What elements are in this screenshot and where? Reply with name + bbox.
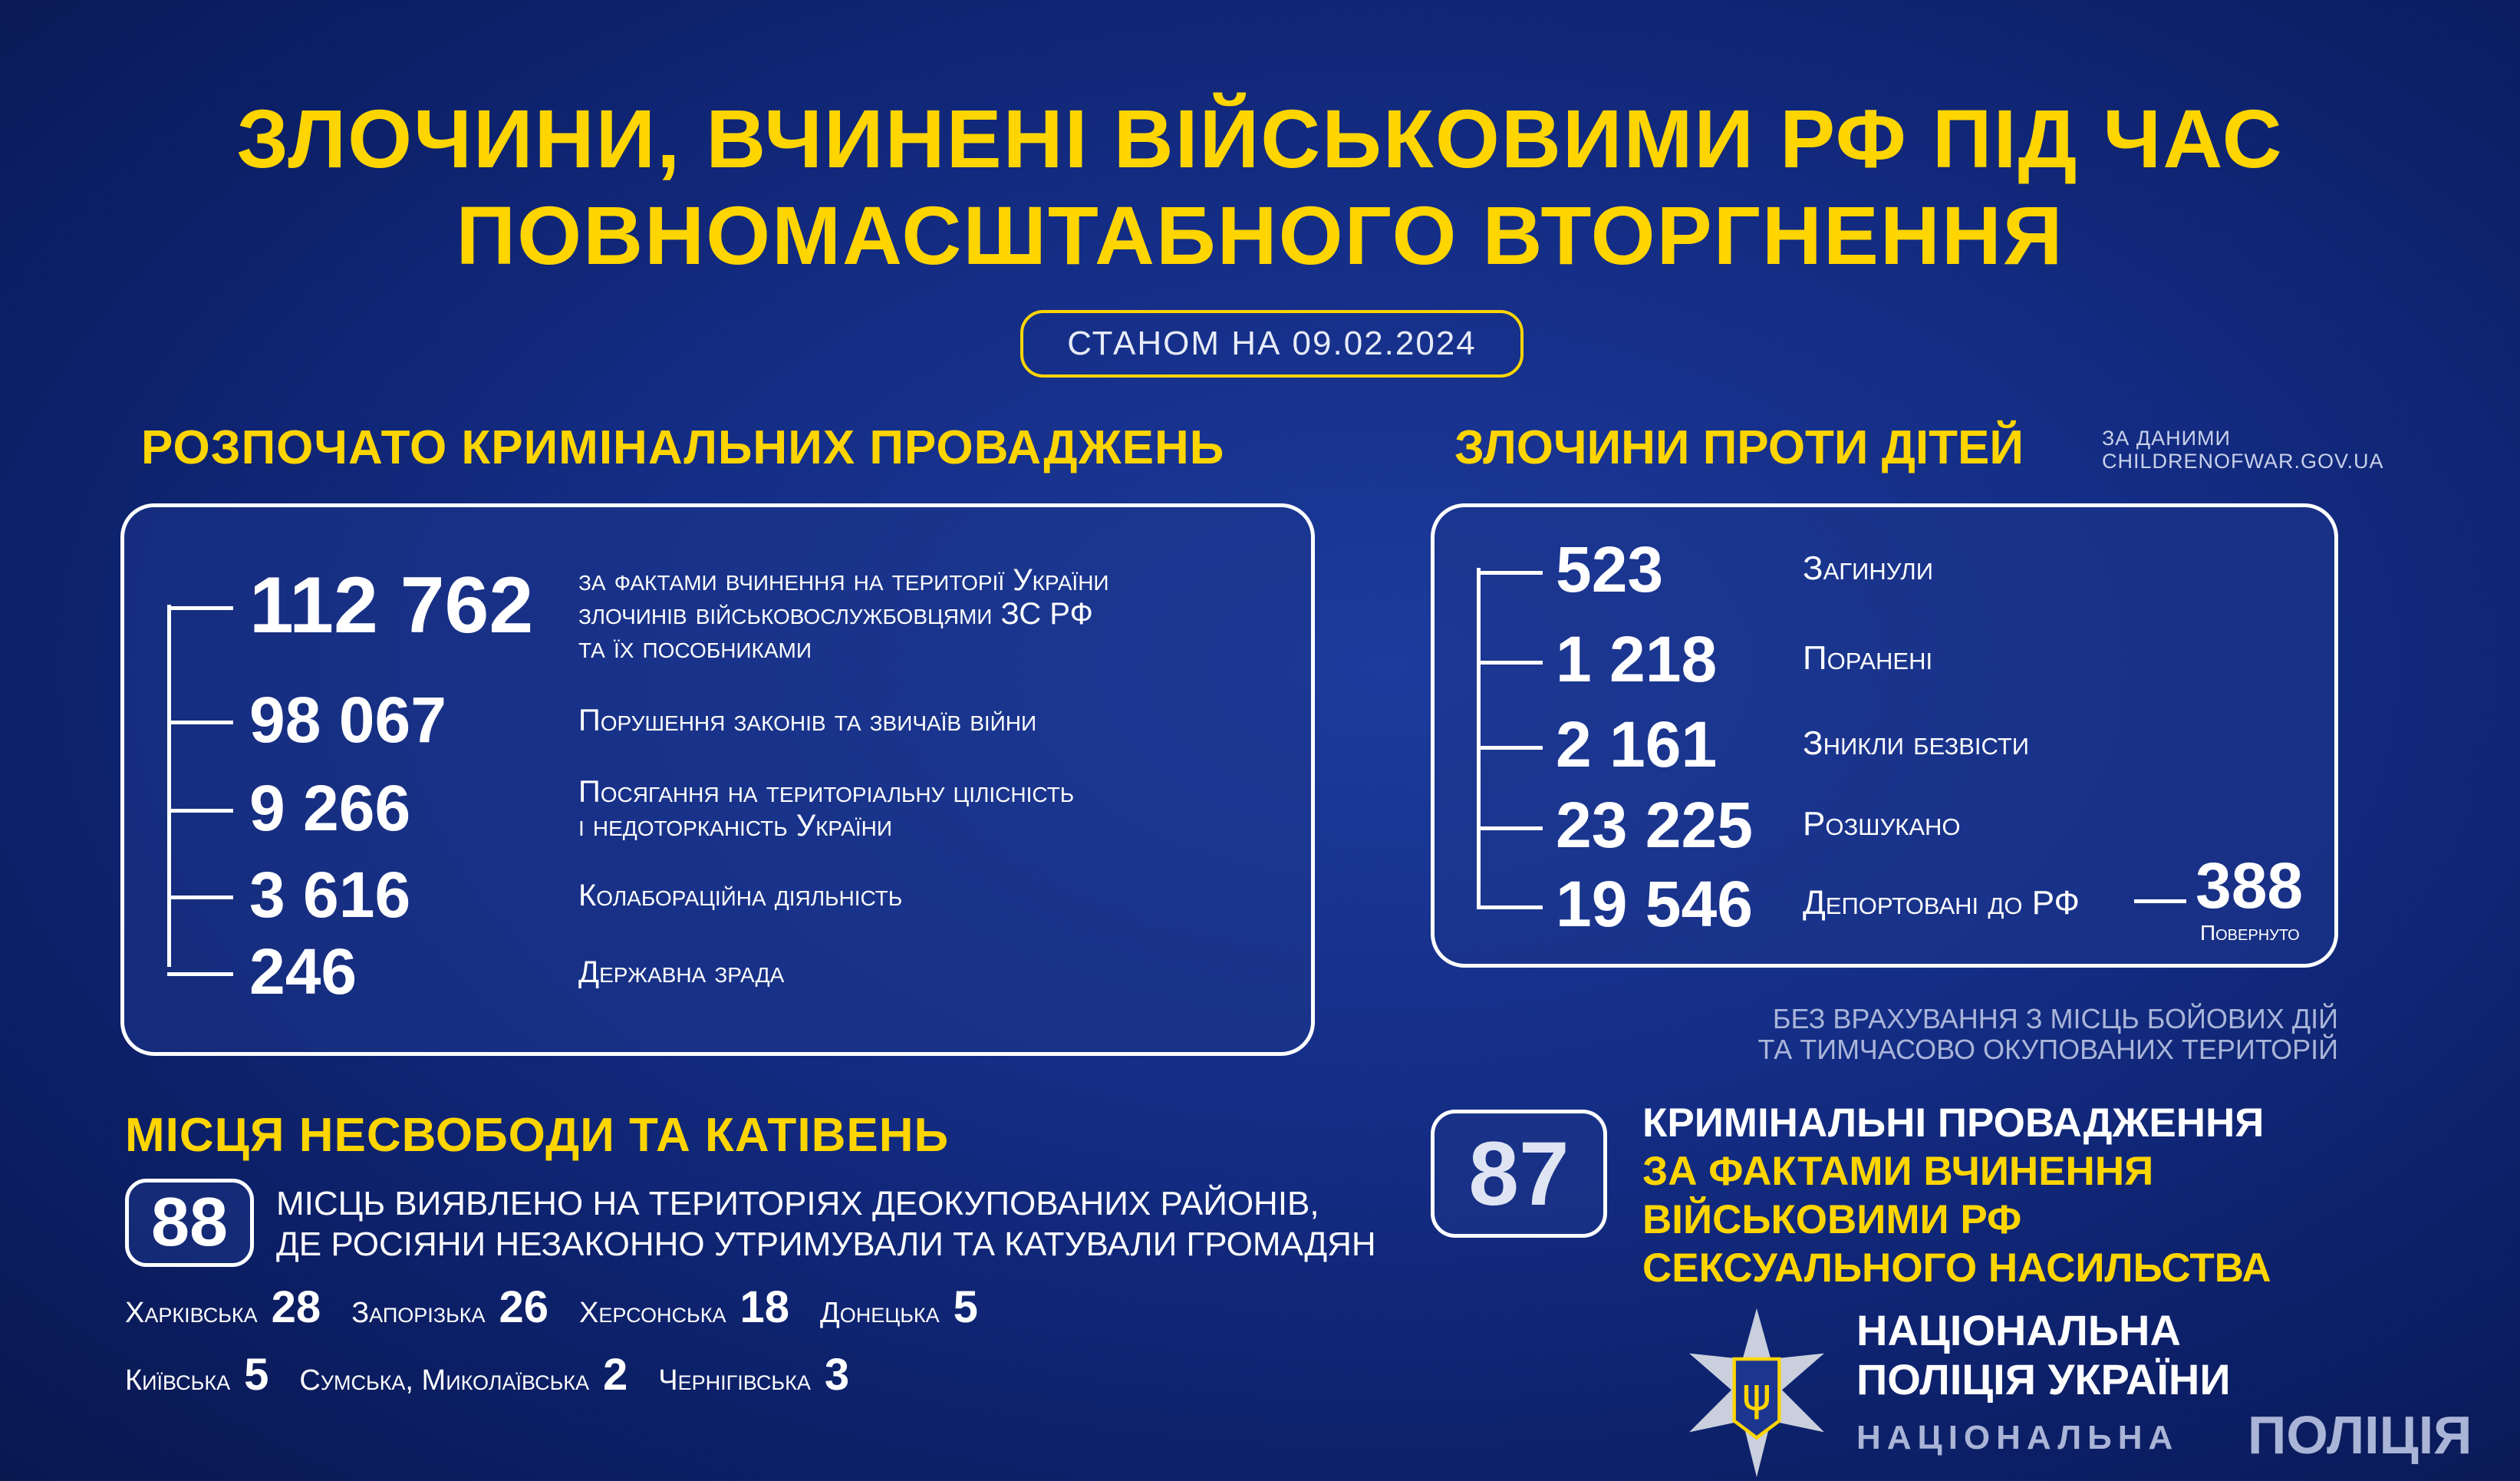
bracket-tick	[1477, 661, 1543, 665]
regions-row	[125, 1349, 880, 1400]
children-value: 1 218	[1556, 623, 1718, 695]
region-count: 18	[740, 1282, 789, 1332]
bracket-tick	[1477, 826, 1543, 830]
bracket-tick	[1477, 746, 1543, 750]
police-logo-text: НАЦІОНАЛЬНА	[1856, 1419, 2179, 1456]
region-count: 28	[271, 1282, 321, 1332]
footnote: БЕЗ ВРАХУВАННЯ З МІСЦЬ БОЙОВИХ ДІЙ ТА ТИМЧАСОВО ОКУПОВАНИХ ТЕРИТОРІЙ	[1757, 1003, 2338, 1065]
criminal-desc: Державна зрада	[578, 955, 785, 989]
bracket-line	[167, 605, 171, 967]
source-note: ЗА ДАНИМИ CHILDRENOFWAR.GOV.UA	[2102, 427, 2384, 473]
police-logo-text: ПОЛІЦІЯ	[2248, 1405, 2472, 1465]
region-count: 5	[953, 1282, 978, 1332]
returned-value: 388	[2196, 849, 2304, 922]
criminal-value: 112 762	[249, 560, 534, 650]
bracket-tick	[1477, 905, 1543, 909]
children-value: 19 546	[1556, 868, 1753, 940]
criminal-value: 98 067	[249, 684, 446, 757]
regions-row	[125, 1281, 1009, 1333]
children-label: Депортовані до РФ	[1803, 884, 2080, 922]
criminal-heading: РОЗПОЧАТО КРИМІНАЛЬНИХ ПРОВАДЖЕНЬ	[141, 421, 1225, 474]
region-name: Харківська	[125, 1297, 258, 1329]
children-value: 523	[1556, 533, 1664, 605]
bracket-tick	[167, 896, 233, 899]
page-title: ЗЛОЧИНИ, ВЧИНЕНІ ВІЙСЬКОВИМИ РФ ПІД ЧАС ПОВНОМАСШТАБНОГО ВТОРГНЕННЯ	[236, 92, 2284, 282]
children-value: 2 161	[1556, 708, 1718, 780]
children-heading: ЗЛОЧИНИ ПРОТИ ДІТЕЙ	[1454, 421, 2024, 474]
places-count: 88	[125, 1179, 254, 1267]
date-badge: СТАНОМ НА 09.02.2024	[1020, 310, 1524, 378]
police-star-logo	[1680, 1308, 1833, 1477]
region-count: 2	[603, 1350, 628, 1400]
region-name: Запорізька	[351, 1297, 486, 1329]
region-count: 26	[499, 1282, 549, 1332]
criminal-value: 3 616	[249, 859, 411, 932]
returned-label: Повернуто	[2200, 921, 2300, 945]
bracket-tick	[167, 809, 233, 813]
children-label: Поранені	[1803, 639, 1933, 677]
region-name: Сумська, Миколаївська	[299, 1364, 590, 1397]
criminal-value: 9 266	[249, 772, 411, 845]
region-name: Київська	[125, 1364, 231, 1397]
children-label: Загинули	[1803, 549, 1933, 587]
places-heading: МІСЦЯ НЕСВОБОДИ ТА КАТІВЕНЬ	[125, 1109, 950, 1162]
criminal-desc: за фактами вчинення на території України злочинів військовослужбовцями ЗС РФ та їх пособниками	[578, 563, 1109, 665]
region-count: 3	[824, 1350, 850, 1400]
bracket-tick	[167, 606, 233, 610]
bracket-tick	[1477, 571, 1543, 575]
dash	[2134, 899, 2186, 903]
svg-text:ψ: ψ	[1741, 1368, 1772, 1420]
bracket-line	[1477, 568, 1481, 909]
police-logo-text: НАЦІОНАЛЬНА ПОЛІЦІЯ УКРАЇНИ	[1856, 1306, 2231, 1403]
region-name: Донецька	[819, 1297, 940, 1329]
bracket-tick	[167, 972, 233, 976]
bracket-tick	[167, 721, 233, 724]
criminal-value: 246	[249, 935, 357, 1008]
places-text: МІСЦЬ ВИЯВЛЕНО НА ТЕРИТОРІЯХ ДЕОКУПОВАНИХ РАЙОНІВ, ДЕ РОСІЯНИ НЕЗАКОННО УТРИМУВАЛИ ТА КАТУВАЛИ ГРОМАДЯН	[276, 1185, 1376, 1263]
criminal-desc: Колабораційна діяльність	[578, 879, 903, 912]
region-name: Чернігівська	[658, 1364, 811, 1397]
criminal-desc: Порушення законів та звичаїв війни	[578, 704, 1037, 737]
sexual-count: 87	[1431, 1110, 1607, 1238]
sexual-text: КРИМІНАЛЬНІ ПРОВАДЖЕННЯ ЗА ФАКТАМИ ВЧИНЕННЯ ВІЙСЬКОВИМИ РФ СЕКСУАЛЬНОГО НАСИЛЬСТВА	[1642, 1100, 2271, 1291]
criminal-desc: Посягання на територіальну цілісність і недоторканість України	[578, 775, 1075, 843]
children-value: 23 225	[1556, 789, 1753, 861]
region-name: Херсонська	[579, 1297, 726, 1329]
region-count: 5	[244, 1350, 269, 1400]
children-label: Зникли безвісти	[1803, 724, 2030, 762]
children-label: Розшукано	[1803, 805, 1961, 843]
